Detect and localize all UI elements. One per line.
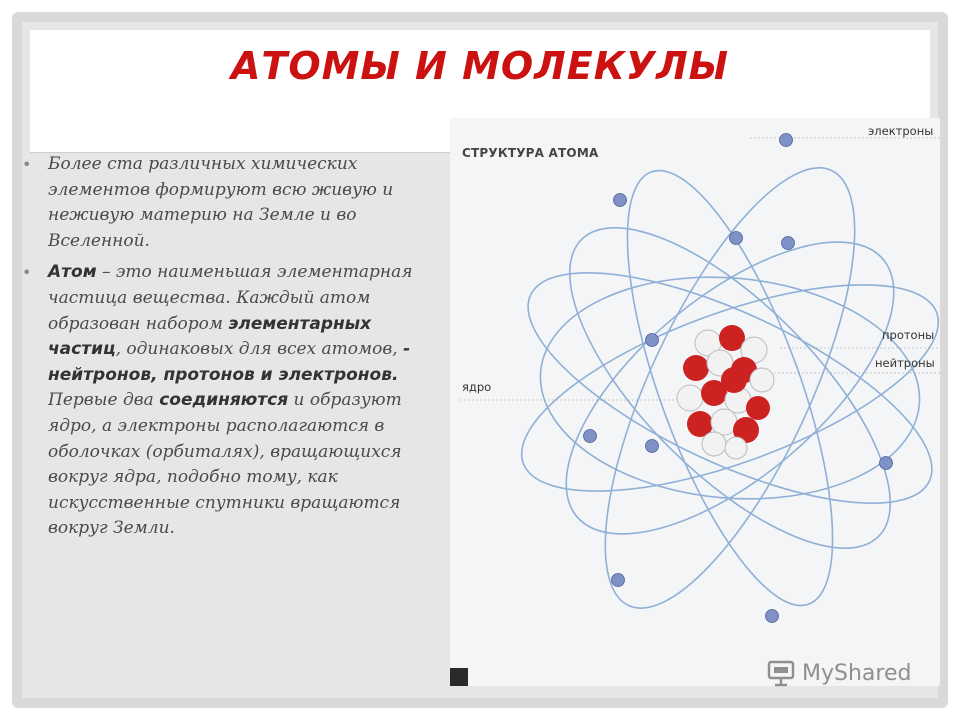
electron <box>880 457 893 470</box>
bullet-text: и образуют ядро, а электроны располагаются в оболочках (орбиталях), вращающихся вокруг ядра, подобно тому, как искусственные спутники вращаются вокруг Земли. <box>48 390 402 539</box>
electron <box>584 430 597 443</box>
bullet-list <box>22 152 442 548</box>
electron <box>646 440 659 453</box>
atom-structure-diagram <box>450 118 940 686</box>
nucleon <box>683 355 709 381</box>
diagram-title: СТРУКТУРА АТОМА <box>462 146 599 160</box>
electron <box>782 237 795 250</box>
watermark <box>766 656 936 690</box>
term-atom: Атом <box>48 262 97 283</box>
label-protons: протоны <box>882 328 935 342</box>
watermark-text: MyShared <box>802 660 912 686</box>
label-nucleus: ядро <box>462 380 492 394</box>
electron <box>612 574 625 587</box>
electron <box>614 194 627 207</box>
corner-marker <box>450 668 468 686</box>
nucleon <box>750 368 774 392</box>
label-electrons: электроны <box>868 124 934 138</box>
nucleon <box>702 432 726 456</box>
electron <box>780 134 793 147</box>
slide-title: АТОМЫ И МОЛЕКУЛЫ <box>230 44 729 88</box>
bullet-dot-icon: • <box>22 263 32 283</box>
bullet-text: Более ста различных химических элементов формируют всю живую и неживую материю на Земле и во Вселенной. <box>48 154 394 251</box>
term-particles-list: - нейтронов, протонов и электронов. <box>48 339 411 385</box>
term-elementary-particles: элементарных частиц <box>48 313 372 360</box>
nucleon <box>677 385 703 411</box>
bullet-dot-icon: • <box>22 155 32 174</box>
bullet-text: – это наименьшая элементарная частица вещества. Каждый атом образован набором <box>48 262 413 334</box>
bullet-item-1 <box>22 152 442 254</box>
electron <box>766 610 779 623</box>
bullet-item-2 <box>22 260 442 542</box>
presentation-screen-icon <box>766 659 796 687</box>
electron <box>730 232 743 245</box>
electron <box>646 334 659 347</box>
term-combine: соединяются <box>159 390 289 411</box>
bullet-text: , одинаковых для всех атомов, <box>115 339 404 360</box>
atom-illustration <box>450 118 940 686</box>
nucleon <box>725 437 747 459</box>
nucleus <box>677 325 774 459</box>
bullet-text: Первые два <box>48 390 160 411</box>
label-neutrons: нейтроны <box>875 356 935 370</box>
nucleon <box>746 396 770 420</box>
nucleon <box>721 367 747 393</box>
